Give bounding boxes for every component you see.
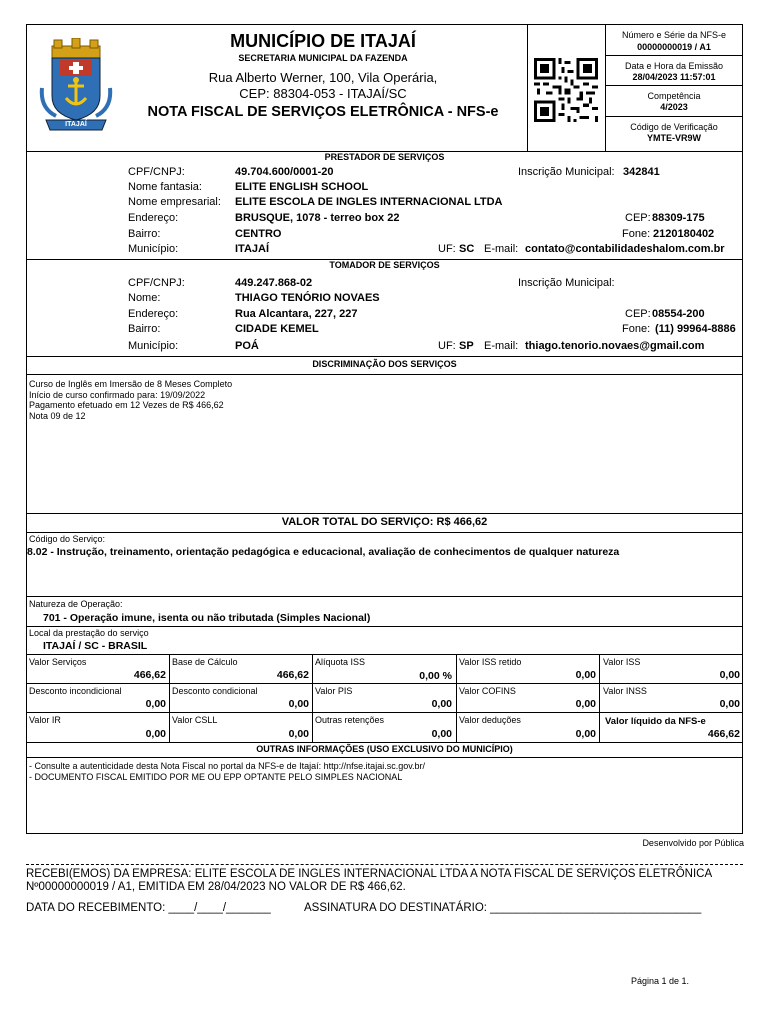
numero-serie-label: Número e Série da NFS-e — [621, 30, 727, 40]
municipality-title: MUNICÍPIO DE ITAJAÍ — [230, 31, 416, 51]
tomador-cep-value: 08554-200 — [652, 308, 705, 320]
prestador-fone-value: 2120180402 — [653, 228, 715, 240]
competencia-value: 4/2023 — [660, 102, 688, 112]
data-emissao-value: 28/04/2023 11:57:01 — [632, 72, 716, 82]
data-emissao-label: Data e Hora da Emissão — [624, 61, 724, 71]
base-calculo-label: Base de Cálculo — [172, 657, 238, 667]
discriminacao-section-title: DISCRIMINAÇÃO DOS SERVIÇOS — [312, 359, 457, 369]
discriminacao-line: Pagamento efetuado em 12 Vezes de R$ 466,62 — [29, 400, 224, 410]
tomador-fone-value: (11) 99964-8886 — [655, 323, 736, 335]
tomador-cpf-label: CPF/CNPJ: — [128, 277, 185, 289]
prestador-bairro-label: Bairro: — [128, 228, 161, 240]
prestador-empresarial-value: ELITE ESCOLA DE INGLES INTERNACIONAL LTDA — [235, 196, 503, 208]
prestador-cep-value: 88309-175 — [652, 212, 705, 224]
valor-deducoes-label: Valor deduções — [459, 715, 521, 725]
coat-of-arms-logo — [38, 38, 114, 134]
outras-info-line: - Consulte a autenticidade desta Nota Fiscal no portal da NFS-e de Itajaí: http://nfse.itajai.sc.gov.br/ — [29, 761, 426, 771]
tomador-municipio-value: POÁ — [235, 340, 259, 352]
natureza-operacao-label: Natureza de Operação: — [29, 599, 123, 609]
valor-servicos-value: 466,62 — [133, 669, 166, 681]
tomador-im-label: Inscrição Municipal: — [518, 277, 615, 289]
prestador-bairro-value: CENTRO — [235, 228, 282, 240]
valor-csll-label: Valor CSLL — [172, 715, 218, 725]
codigo-verificacao-label: Código de Verificação — [630, 122, 718, 132]
prestador-cep-label: CEP: — [625, 212, 651, 224]
tomador-nome-label: Nome: — [128, 292, 161, 304]
tomador-uf-label: UF: — [438, 340, 456, 352]
receipt-line1: RECEBI(EMOS) DA EMPRESA: ELITE ESCOLA DE INGLES INTERNACIONAL LTDA A NOTA FISCAL DE SERVIÇOS ELETRÔNICA — [26, 868, 713, 880]
valor-deducoes-value: 0,00 — [575, 728, 596, 740]
prestador-uf-label: UF: — [438, 243, 456, 255]
data-recebimento-field[interactable]: DATA DO RECEBIMENTO: ____/____/_______ — [26, 902, 271, 914]
assinatura-field[interactable]: ASSINATURA DO DESTINATÁRIO: _________________________________ — [304, 902, 702, 914]
prestador-email-label: E-mail: — [484, 243, 519, 255]
prestador-fone-label: Fone: — [622, 228, 651, 240]
aliquota-iss-value: 0,00 % — [419, 670, 452, 682]
desconto-incondicional-value: 0,00 — [145, 698, 166, 710]
tomador-cpf-value: 449.247.868-02 — [235, 277, 313, 289]
tomador-email-value: thiago.tenorio.novaes@gmail.com — [525, 340, 705, 352]
valor-inss-label: Valor INSS — [603, 686, 647, 696]
secretaria-title: SECRETARIA MUNICIPAL DA FAZENDA — [238, 53, 408, 63]
prestador-cpf-value: 49.704.600/0001-20 — [235, 166, 334, 178]
desconto-condicional-value: 0,00 — [288, 698, 309, 710]
valor-cofins-label: Valor COFINS — [459, 686, 516, 696]
codigo-verificacao-value: YMTE-VR9W — [647, 133, 701, 143]
competencia-label: Competência — [647, 91, 701, 101]
header-address-line2: CEP: 88304-053 - ITAJAÍ/SC — [239, 86, 407, 101]
natureza-operacao-value: 701 - Operação imune, isenta ou não tributada (Simples Nacional) — [43, 612, 371, 624]
receipt-line2: Nº00000000019 / A1, EMITIDA EM 28/04/2023 NO VALOR DE R$ 466,62. — [26, 881, 406, 893]
prestador-fantasia-label: Nome fantasia: — [128, 181, 202, 193]
outras-info-section-title: OUTRAS INFORMAÇÕES (USO EXCLUSIVO DO MUNICÍPIO) — [256, 744, 513, 754]
codigo-servico-value: 8.02 - Instrução, treinamento, orientação pedagógica e educacional, avaliação de conhecimentos de qualquer natureza — [27, 546, 620, 558]
outras-retencoes-label: Outras retenções — [315, 715, 385, 725]
tomador-section-title: TOMADOR DE SERVIÇOS — [329, 260, 440, 270]
header-address-line1: Rua Alberto Werner, 100, Vila Operária, — [208, 70, 438, 85]
valor-csll-value: 0,00 — [288, 728, 309, 740]
tomador-municipio-label: Município: — [128, 340, 179, 352]
tomador-endereco-value: Rua Alcantara, 227, 227 — [235, 308, 358, 320]
local-prestacao-value: ITAJAÍ / SC - BRASIL — [43, 640, 148, 652]
tomador-uf-value: SP — [459, 340, 474, 352]
numero-serie-value: 00000000019 / A1 — [637, 42, 711, 52]
discriminacao-line: Nota 09 de 12 — [29, 410, 86, 421]
valor-ir-label: Valor IR — [29, 715, 61, 725]
prestador-fantasia-value: ELITE ENGLISH SCHOOL — [235, 181, 369, 193]
developed-by: Desenvolvido por Pública — [642, 838, 744, 848]
prestador-im-value: 342841 — [623, 166, 660, 178]
dashed-separator — [26, 864, 743, 865]
page-number: Página 1 de 1. — [631, 976, 690, 986]
valor-total-servico: VALOR TOTAL DO SERVIÇO: R$ 466,62 — [281, 516, 488, 528]
tomador-nome-value: THIAGO TENÓRIO NOVAES — [235, 292, 380, 304]
valor-iss-value: 0,00 — [719, 669, 740, 681]
base-calculo-value: 466,62 — [276, 669, 309, 681]
valor-iss-label: Valor ISS — [603, 657, 641, 667]
outras-info-line: - DOCUMENTO FISCAL EMITIDO POR ME OU EPP OPTANTE PELO SIMPLES NACIONAL — [29, 772, 403, 782]
valor-servicos-label: Valor Serviços — [29, 657, 87, 667]
prestador-municipio-value: ITAJAÍ — [235, 243, 270, 255]
tomador-cep-label: CEP: — [625, 308, 651, 320]
prestador-email-value: contato@contabilidadeshalom.com.br — [525, 243, 725, 255]
valor-liquido-label: Valor líquido da NFS-e — [605, 716, 706, 727]
desconto-incondicional-label: Desconto incondicional — [29, 686, 122, 696]
tomador-endereco-label: Endereço: — [128, 308, 179, 320]
codigo-servico-label: Código do Serviço: — [29, 534, 106, 544]
prestador-endereco-value: BRUSQUE, 1078 - terreo box 22 — [235, 212, 400, 224]
valor-ir-value: 0,00 — [145, 728, 166, 740]
valor-liquido-value: 466,62 — [707, 728, 740, 740]
valor-iss-retido-value: 0,00 — [575, 669, 596, 681]
outras-info-text — [29, 761, 425, 783]
qr-code[interactable] — [534, 58, 598, 122]
valor-pis-value: 0,00 — [431, 698, 452, 710]
prestador-section-title: PRESTADOR DE SERVIÇOS — [324, 152, 445, 162]
aliquota-iss-label: Alíquota ISS — [315, 657, 366, 667]
local-prestacao-label: Local da prestação do serviço — [29, 628, 149, 638]
tomador-bairro-value: CIDADE KEMEL — [235, 323, 319, 335]
prestador-empresarial-label: Nome empresarial: — [128, 196, 221, 208]
logo-banner-text: ITAJAÍ — [65, 121, 87, 128]
discriminacao-line: Início de curso confirmado para: 19/09/2022 — [29, 389, 206, 400]
valor-cofins-value: 0,00 — [575, 698, 596, 710]
prestador-cpf-label: CPF/CNPJ: — [128, 166, 185, 178]
tomador-email-label: E-mail: — [484, 340, 519, 352]
tomador-fone-label: Fone: — [622, 323, 651, 335]
desconto-condicional-label: Desconto condicional — [172, 686, 258, 696]
discriminacao-line: Curso de Inglês em Imersão de 8 Meses Completo — [29, 379, 233, 389]
document-title: NOTA FISCAL DE SERVIÇOS ELETRÔNICA - NFS-e — [147, 104, 499, 120]
prestador-uf-value: SC — [459, 243, 475, 255]
valor-iss-retido-label: Valor ISS retido — [459, 657, 522, 667]
tomador-bairro-label: Bairro: — [128, 323, 161, 335]
valor-pis-label: Valor PIS — [315, 686, 353, 696]
discriminacao-text — [29, 379, 232, 421]
outras-retencoes-value: 0,00 — [431, 728, 452, 740]
prestador-municipio-label: Município: — [128, 243, 179, 255]
prestador-endereco-label: Endereço: — [128, 212, 179, 224]
valor-inss-value: 0,00 — [719, 698, 740, 710]
prestador-im-label: Inscrição Municipal: — [518, 166, 615, 178]
